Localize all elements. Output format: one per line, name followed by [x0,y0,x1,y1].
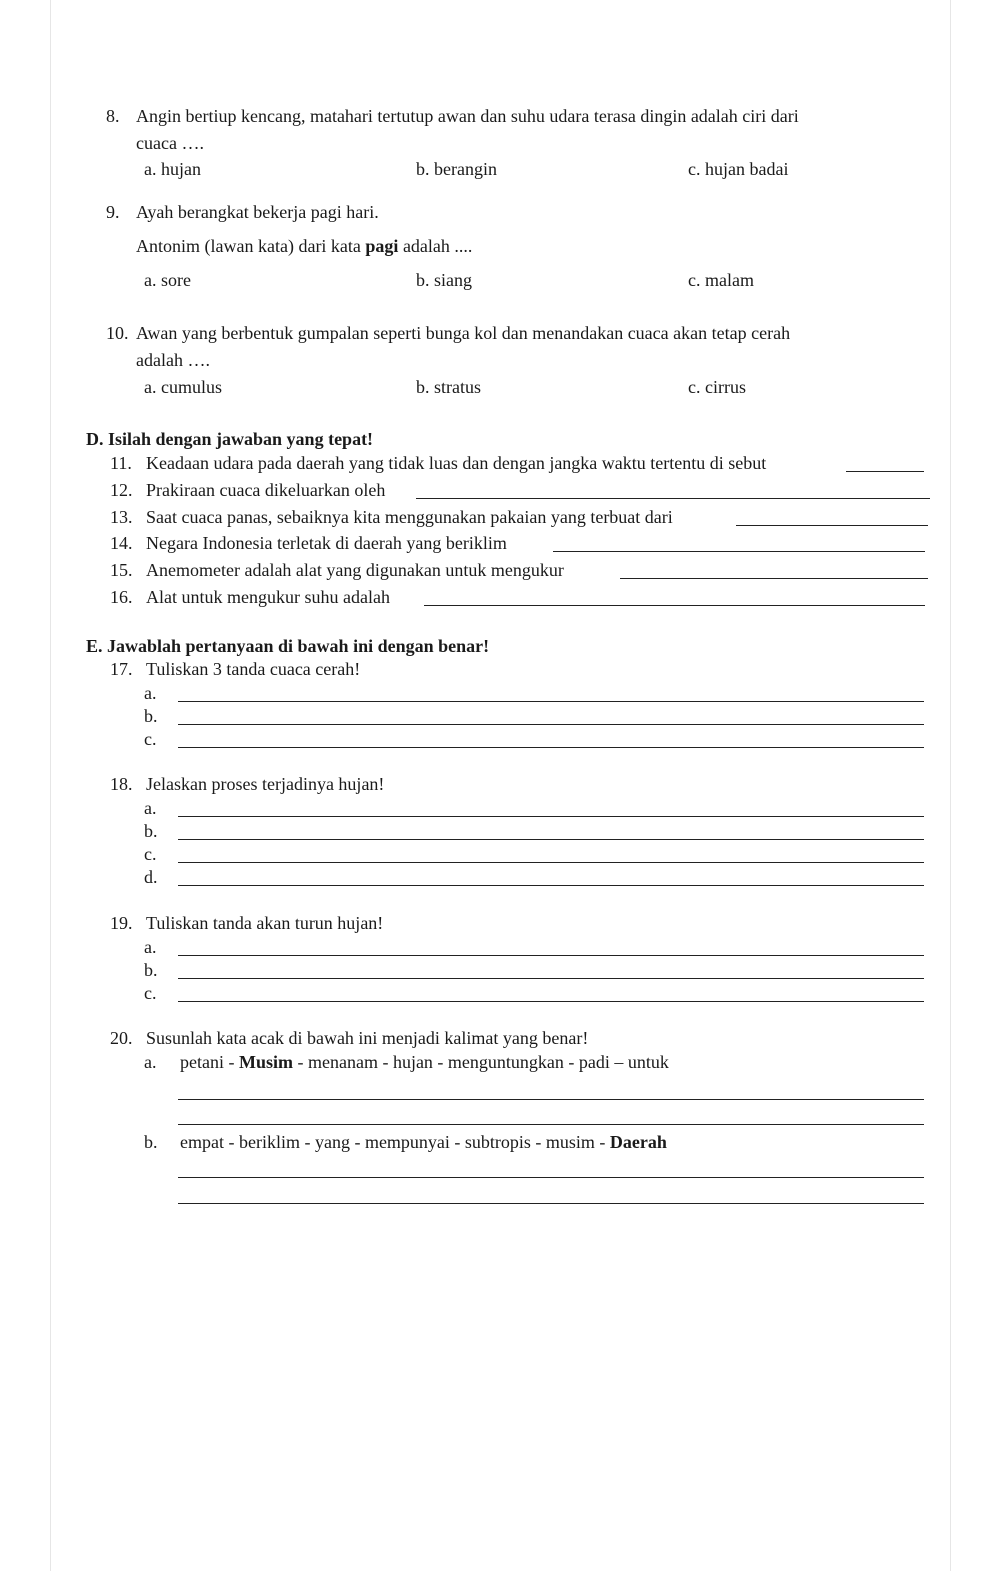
page-edge-left [50,0,51,1571]
option-b[interactable]: b. siang [416,270,472,290]
option-c[interactable]: c. hujan badai [688,159,789,179]
item-number: 14. [110,533,133,553]
question-text: Ayah berangkat bekerja pagi hari. [136,202,379,222]
item-number: 18. [110,774,133,794]
scrambled-words-a: petani - Musim - menanam - hujan - menguntungkan - padi – untuk [180,1052,669,1072]
question-text: Awan yang berbentuk gumpalan seperti bunga kol dan menandakan cuaca akan tetap cerah [136,323,791,343]
option-b[interactable]: b. berangin [416,159,497,179]
option-c[interactable]: c. malam [688,270,754,290]
question-text: adalah …. [136,350,210,370]
answer-line[interactable] [178,747,924,748]
item-number: 19. [110,913,133,933]
page-edge-right [950,0,951,1571]
section-e-heading: E. Jawablah pertanyaan di bawah ini dengan benar! [86,636,490,656]
answer-letter: a. [144,683,157,703]
option-a[interactable]: a. cumulus [144,377,222,397]
essay-question-text: Tuliskan tanda akan turun hujan! [146,913,384,933]
answer-blank-14[interactable] [553,551,925,552]
answer-letter: d. [144,867,158,887]
answer-line[interactable] [178,1099,924,1100]
fill-question-text: Anemometer adalah alat yang digunakan untuk mengukur [146,560,564,580]
answer-letter: a. [144,1052,157,1072]
answer-line[interactable] [178,978,924,979]
answer-line[interactable] [178,955,924,956]
answer-line[interactable] [178,862,924,863]
answer-line[interactable] [178,816,924,817]
fill-question-text: Saat cuaca panas, sebaiknya kita menggunakan pakaian yang terbuat dari [146,507,673,527]
option-c[interactable]: c. cirrus [688,377,746,397]
answer-letter: c. [144,729,157,749]
item-number: 16. [110,587,133,607]
answer-letter: b. [144,960,158,980]
answer-letter: a. [144,798,157,818]
question-text: Antonim (lawan kata) dari kata pagi adalah .... [136,236,473,256]
item-number: 11. [110,453,132,473]
scrambled-words-b: empat - beriklim - yang - mempunyai - subtropis - musim - Daerah [180,1132,667,1152]
answer-letter: b. [144,821,158,841]
item-number: 20. [110,1028,133,1048]
answer-line[interactable] [178,701,924,702]
answer-letter: a. [144,937,157,957]
answer-letter: b. [144,1132,158,1152]
item-number: 13. [110,507,133,527]
answer-line[interactable] [178,1177,924,1178]
question-number: 10. [106,323,129,343]
answer-line[interactable] [178,1124,924,1125]
fill-question-text: Negara Indonesia terletak di daerah yang beriklim [146,533,507,553]
answer-letter: c. [144,844,157,864]
answer-line[interactable] [178,724,924,725]
option-b[interactable]: b. stratus [416,377,481,397]
answer-line[interactable] [178,885,924,886]
answer-blank-12[interactable] [416,498,930,499]
answer-blank-16[interactable] [424,605,925,606]
answer-line[interactable] [178,1203,924,1204]
question-number: 9. [106,202,120,222]
fill-question-text: Alat untuk mengukur suhu adalah [146,587,390,607]
answer-letter: c. [144,983,157,1003]
answer-blank-15[interactable] [620,578,928,579]
fill-question-text: Keadaan udara pada daerah yang tidak luas dan dengan jangka waktu tertentu di sebut [146,453,767,473]
essay-question-text: Tuliskan 3 tanda cuaca cerah! [146,659,361,679]
essay-question-text: Susunlah kata acak di bawah ini menjadi kalimat yang benar! [146,1028,589,1048]
question-number: 8. [106,106,120,126]
item-number: 15. [110,560,133,580]
item-number: 17. [110,659,133,679]
fill-question-text: Prakiraan cuaca dikeluarkan oleh [146,480,386,500]
option-a[interactable]: a. sore [144,270,191,290]
item-number: 12. [110,480,133,500]
essay-question-text: Jelaskan proses terjadinya hujan! [146,774,385,794]
answer-line[interactable] [178,1001,924,1002]
answer-blank-13[interactable] [736,525,928,526]
answer-letter: b. [144,706,158,726]
answer-blank-11[interactable] [846,471,924,472]
question-text: Angin bertiup kencang, matahari tertutup awan dan suhu udara terasa dingin adalah ciri dari [136,106,799,126]
section-d-heading: D. Isilah dengan jawaban yang tepat! [86,429,374,449]
option-a[interactable]: a. hujan [144,159,201,179]
answer-line[interactable] [178,839,924,840]
question-text: cuaca …. [136,133,204,153]
